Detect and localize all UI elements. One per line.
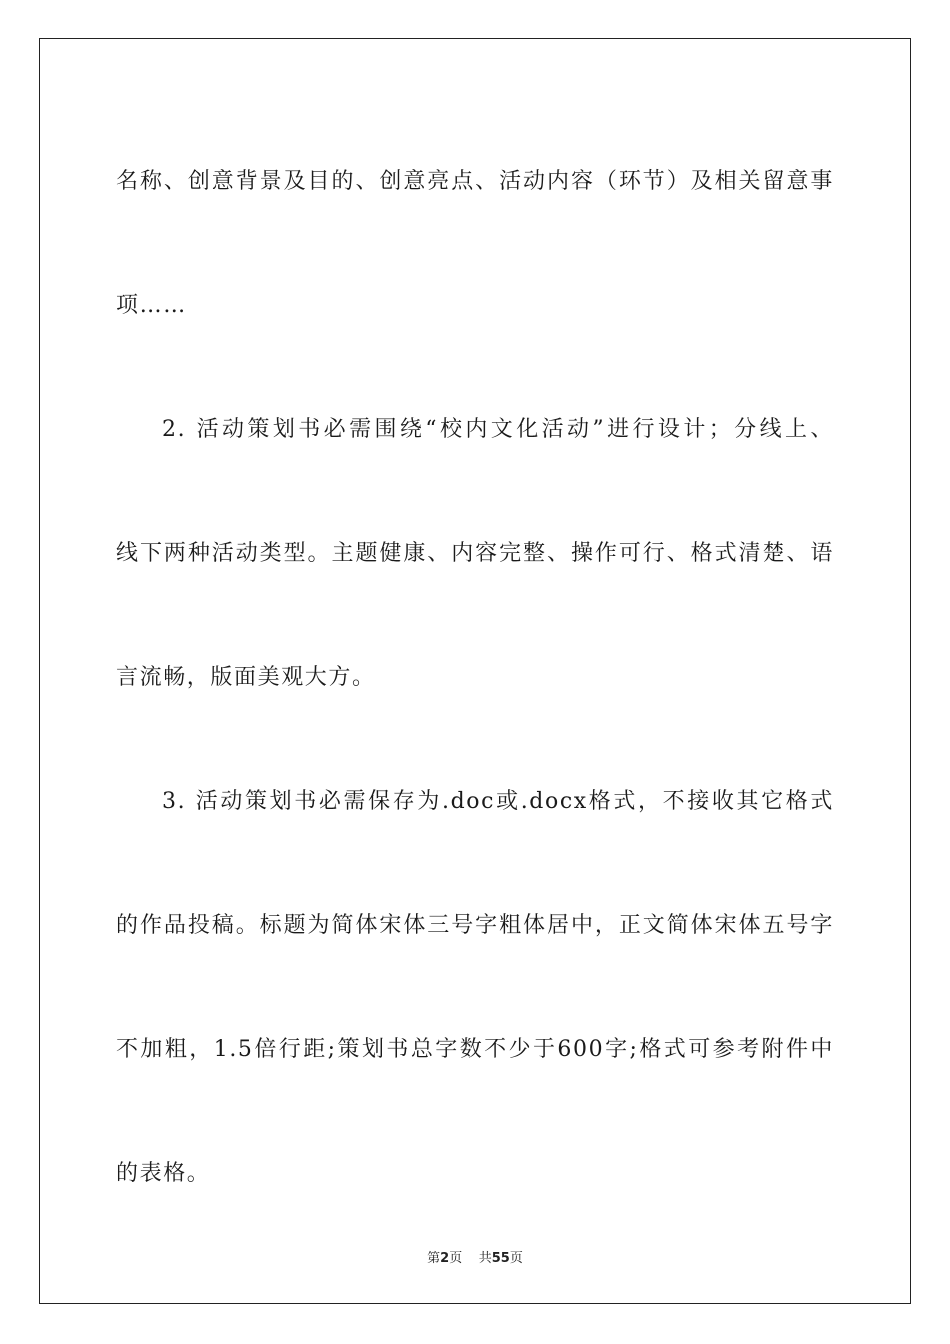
- text-line: 的表格。: [116, 1161, 211, 1186]
- page-footer: [0, 1247, 950, 1266]
- document-body: [116, 120, 834, 1236]
- text-line: 的作品投稿。标题为简体宋体三号字粗体居中，正文简体宋体五号字: [116, 913, 834, 938]
- text-line: 言流畅，版面美观大方。: [116, 665, 376, 690]
- paragraph-2: [116, 368, 834, 740]
- footer-prefix: 第: [427, 1251, 441, 1266]
- text-line: 项……: [116, 293, 187, 318]
- footer-mid: 页 共: [449, 1251, 492, 1266]
- text-line: 线下两种活动类型。主题健康、内容完整、操作可行、格式清楚、语: [116, 541, 834, 566]
- paragraph-1-continued: [116, 120, 834, 368]
- text-line: 2. 活动策划书必需围绕“校内文化活动”进行设计；分线上、: [162, 417, 834, 442]
- footer-suffix: 页: [509, 1251, 523, 1266]
- footer-page-number: 2: [440, 1251, 450, 1266]
- text-line: 3. 活动策划书必需保存为.doc或.docx格式，不接收其它格式: [162, 789, 834, 814]
- paragraph-3: [116, 740, 834, 1236]
- text-line-indented: [116, 368, 834, 492]
- text-line: 不加粗，1.5倍行距;策划书总字数不少于600字;格式可参考附件中: [116, 1037, 834, 1062]
- text-line-indented: [116, 740, 834, 864]
- text-line: 名称、创意背景及目的、创意亮点、活动内容（环节）及相关留意事: [116, 169, 834, 194]
- footer-total-pages: 55: [491, 1251, 510, 1266]
